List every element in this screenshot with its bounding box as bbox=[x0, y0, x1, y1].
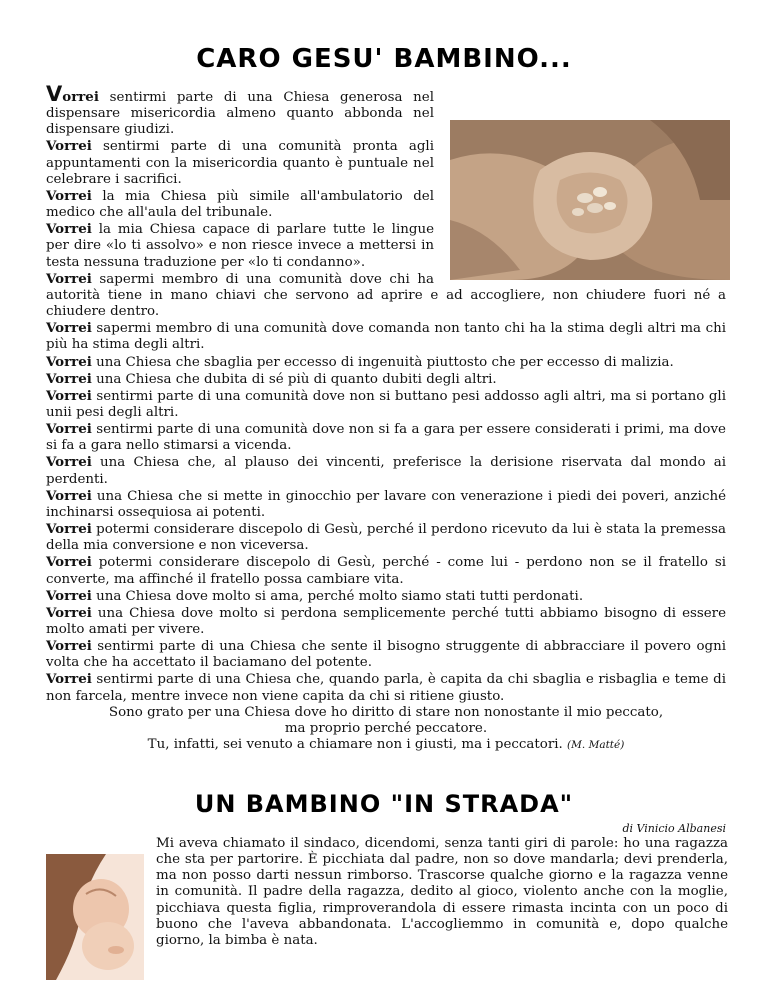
keyword-vorrei: Vorrei bbox=[46, 320, 92, 337]
paragraph-text: una Chiesa dove molto si perdona semplicemente perché tutti abbiamo bisogno di essere molto amati per vivere. bbox=[46, 605, 726, 637]
paragraph-vorrei-17 bbox=[46, 671, 726, 704]
paragraph-text: sentirmi parte di una comunità pronta agli appuntamenti con la misericordia quanto è puntuale nel celebrare i sacrifici. bbox=[46, 139, 434, 187]
byline-vinicio-albanesi: di Vinicio Albanesi bbox=[622, 822, 726, 835]
keyword-vorrei: Vorrei bbox=[46, 587, 92, 604]
paragraph-vorrei-14 bbox=[46, 588, 726, 605]
paragraph-text: sentirmi parte di una Chiesa che, quando parla, è capita da chi sbaglia e risbaglia e teme di non farcela, mentre invece non viene capita da chi si ritiene giusto. bbox=[46, 672, 726, 704]
paragraph-vorrei-15 bbox=[46, 605, 726, 638]
paragraph-text: sentirmi parte di una comunità dove non si fa a gara per essere considerati i primi, ma dove si fa a gara nello stimarsi a vicenda. bbox=[46, 422, 726, 454]
paragraph-text: una Chiesa che, al plauso dei vincenti, preferisce la derisione riservata dal mondo ai perdenti. bbox=[46, 455, 726, 487]
section-caro-gesu-text bbox=[46, 82, 726, 753]
paragraph-text: una Chiesa che dubita di sé più di quanto dubiti degli altri. bbox=[91, 371, 497, 387]
paragraph-vorrei-12 bbox=[46, 521, 726, 554]
keyword-vorrei: Vorrei bbox=[46, 387, 92, 404]
paragraph-vorrei-13 bbox=[46, 554, 726, 587]
image-float-spacer bbox=[44, 852, 144, 980]
paragraph-text: la mia Chiesa capace di parlare tutte le lingue per dire «lo ti assolvo» e non riesce invece a mettersi in testa nessuna traduzione per «lo ti condanno». bbox=[46, 222, 434, 270]
paragraph-text: sapermi membro di una comunità dove chi ha autorità tiene in mano chiavi che servono ad aprire e ad accogliere, non chiudere fuori né a chiudere dentro. bbox=[46, 271, 726, 320]
keyword-vorrei: Vorrei bbox=[46, 671, 92, 688]
paragraph-vorrei-5 bbox=[46, 320, 726, 353]
keyword-vorrei: Vorrei bbox=[46, 187, 92, 204]
keyword-vorrei: Vorrei bbox=[46, 138, 92, 155]
paragraph-text: sentirmi parte di una Chiesa che sente il bisogno struggente di abbracciare il povero ogni volta che ha accettato il baciamano del potente. bbox=[46, 639, 726, 671]
keyword-vorrei: Vorrei bbox=[46, 604, 92, 621]
closing-text: Tu, infatti, sei venuto a chiamare non i giusti, ma i peccatori. bbox=[147, 737, 563, 753]
image-float-spacer bbox=[444, 120, 726, 280]
paragraph-vorrei-11 bbox=[46, 488, 726, 521]
paragraph-text: una Chiesa dove molto si ama, perché molto siamo stati tutti perdonati. bbox=[91, 588, 584, 604]
paragraph-text: una Chiesa che si mette in ginocchio per lavare con venerazione i piedi dei poveri, anziché inchinarsi ossequiosa ai potenti. bbox=[46, 488, 726, 520]
keyword-vorrei: Vorrei bbox=[46, 353, 92, 370]
keyword-vorrei: orrei bbox=[62, 89, 99, 105]
section-bambino-text bbox=[44, 836, 728, 980]
keyword-vorrei: Vorrei bbox=[46, 221, 92, 238]
keyword-vorrei: Vorrei bbox=[46, 270, 92, 287]
paragraph-vorrei-8 bbox=[46, 388, 726, 421]
paragraph-text: sentirmi parte di una comunità dove non si buttano pesi addosso agli altri, ma si portano gli unii pesi degli altri. bbox=[46, 388, 726, 420]
closing-line-2: ma proprio perché peccatore. bbox=[284, 720, 488, 736]
paragraph-vorrei-9 bbox=[46, 421, 726, 454]
paragraph-vorrei-10 bbox=[46, 454, 726, 487]
author-matte: (M. Matté) bbox=[567, 739, 625, 752]
paragraph-vorrei-7 bbox=[46, 371, 726, 388]
keyword-vorrei: Vorrei bbox=[46, 638, 92, 655]
keyword-vorrei: Vorrei bbox=[46, 554, 92, 571]
keyword-vorrei: Vorrei bbox=[46, 454, 92, 471]
closing-line-1: Sono grato per una Chiesa dove ho diritto di stare non nonostante il mio peccato, bbox=[108, 704, 664, 720]
paragraph-text: sentirmi parte di una Chiesa generosa nel dispensare misericordia almeno quanto abbonda nel dispensare giudizi. bbox=[46, 90, 434, 138]
keyword-vorrei: Vorrei bbox=[46, 521, 92, 538]
paragraph-vorrei-6 bbox=[46, 354, 726, 371]
closing-line-3 bbox=[46, 737, 726, 753]
paragraph-text: potermi considerare discepolo di Gesù, perché - come lui - perdono non se il fratello si converte, ma affinché il fratello possa cambiare vita. bbox=[46, 555, 726, 587]
paragraph-text: sapermi membro di una comunità dove comanda non tanto chi ha la stima degli altri ma chi più ha stima degli altri. bbox=[46, 321, 726, 353]
title-bambino-in-strada: UN BAMBINO "IN STRADA" bbox=[194, 790, 574, 818]
paragraph-text: una Chiesa che sbaglia per eccesso di ingenuità piuttosto che per eccesso di malizia. bbox=[91, 354, 674, 370]
keyword-vorrei: Vorrei bbox=[46, 370, 92, 387]
keyword-vorrei: Vorrei bbox=[46, 421, 92, 438]
story-paragraph: Mi aveva chiamato il sindaco, dicendomi, senza tanti giri di parole: ho una ragazza che sta per partorire. È picchiata dal padre, non so dove mandarla; devi prenderla, ma non posso darti nessun rimborso. Trascorse qualche giorno e la ragazza venne in comunità. Il padre della ragazza, dedito al gioco, violento anche con la moglie, picchiava questa figlia, rimproverandola di essere rimasta incinta con un poco di buono che l'aveva abbandonata. L'accogliemmo in comunità e, dopo qualche giorno, la bimba è nata. bbox=[156, 836, 728, 948]
keyword-vorrei: Vorrei bbox=[46, 487, 92, 504]
paragraph-vorrei-16 bbox=[46, 638, 726, 671]
paragraph-text: la mia Chiesa più simile all'ambulatorio del medico che all'aula del tribunale. bbox=[46, 188, 434, 221]
paragraph-text: potermi considerare discepolo di Gesù, perché il perdono ricevuto da lui è stata la premessa della mia conversione e non viceversa. bbox=[46, 522, 726, 554]
dropcap-letter: V bbox=[46, 82, 63, 106]
title-caro-gesu-bambino: CARO GESU' BAMBINO... bbox=[196, 44, 572, 74]
